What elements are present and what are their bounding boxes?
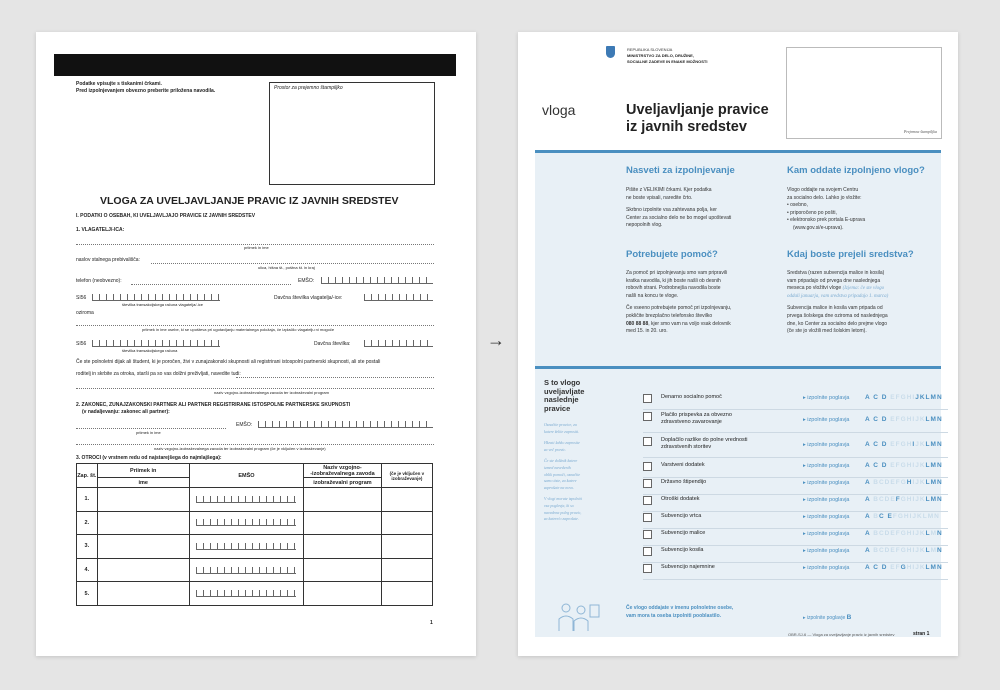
row-no-2: 2. xyxy=(77,511,98,535)
when-heading: Kdaj boste prejeli sredstva? xyxy=(787,249,914,260)
service-checkbox[interactable] xyxy=(643,462,652,471)
address-caption: ulica, hišna št., poštna št. in kraj xyxy=(258,265,315,270)
sisi-label-2: SI56 xyxy=(76,341,87,347)
service-row[interactable]: Plačilo prispevka za obvezno zdravstveno zavarovanje ▸ izpolnite poglavja A C D EFGHIJKLMN xyxy=(643,410,948,433)
account-boxes[interactable] xyxy=(92,294,220,301)
school-caption: naziv vzgojno-izobraževalnega zavoda ter izobraževalni program xyxy=(214,390,329,395)
title-line-2: iz javnih sredstev xyxy=(626,119,747,135)
row-no-5: 5. xyxy=(77,582,98,606)
emso-label: EMŠO: xyxy=(298,278,315,284)
chapter-letters: A BCDEFGHIJKLMN xyxy=(865,479,943,486)
service-checkbox[interactable] xyxy=(643,513,652,522)
stamp-label: Prejemna štampiljka xyxy=(903,129,937,134)
page-number: stran 1 xyxy=(913,631,930,637)
help-phone: 080 88 88 xyxy=(626,320,649,327)
chapter-letters: A C D EFGHIJKLMN xyxy=(865,462,943,469)
old-form-page xyxy=(36,32,476,656)
ministry-line-3: SOCIALNE ZADEVE IN ENAKE MOŽNOSTI xyxy=(627,59,708,64)
chapter-letters: A BCDEFGHIJKLMN xyxy=(865,530,943,537)
page-number: 1 xyxy=(430,620,433,626)
chapter-letters: A BCDEFGHIJKLMN xyxy=(865,547,943,554)
bottom-fill: ▸ izpolnite poglavje B xyxy=(803,614,852,621)
partner-heading: 2. ZAKONEC, ZUNAJZAKONSKI PARTNER ALI PARTNER REGISTRIRANE ISTOSPOLNE PARTNERSKE SKUPNOSTI xyxy=(76,402,351,408)
address-label: naslov stalnega prebivališča: xyxy=(76,257,140,263)
service-row[interactable]: Varstveni dodatek ▸ izpolnite poglavja A C D EFGHIJKLMN xyxy=(643,460,948,478)
new-form-page xyxy=(518,32,958,656)
coat-of-arms-icon xyxy=(606,46,615,58)
bottom-note: Če vlogo oddajate v imenu polnoletne osebe, vam mora ta oseba izpolniti pooblastilo. xyxy=(626,605,734,619)
service-row[interactable]: Subvencijo malice ▸ izpolnite poglavja A BCDEFGHIJKLMN xyxy=(643,528,948,546)
tax-boxes[interactable] xyxy=(364,294,433,301)
service-row[interactable]: Državno štipendijo ▸ izpolnite poglavja A BCDEFGHIJKLMN xyxy=(643,477,948,495)
intro-line-2: Pred izpolnjevanjem obvezno preberite priložena navodila. xyxy=(76,88,216,94)
col-school: Naziv vzgojno- -izobraževalnega zavoda xyxy=(304,464,382,478)
when-text: Sredstva (razen subvencija malice in kosila) vam pripadajo od prvega dne naslednjega meseca po vložitvi vloge (Izjema: če ste vlogo oddali januarja, vam sredstva pripadajo 1. marca) Subvencija malice in kosila vam pripada od prvega šolskega dne oziroma od naslednjega dne, ko Center za socialno delo prejme vlogo (če ste jo vložili med šolskim letom). xyxy=(787,270,889,335)
or-label: oziroma xyxy=(76,310,94,316)
service-checkbox[interactable] xyxy=(643,394,652,403)
black-header-bar xyxy=(54,54,456,76)
chapter-letters: A BC EFGHIJKLMN xyxy=(865,513,940,520)
guardian-caption: priimek in ime osebe, ki se upošteva pri ugotavljanju materialnega položaja, če izplačilo vlagatelju ni mogoče xyxy=(142,327,335,332)
children-table xyxy=(76,463,433,606)
service-row[interactable]: Doplačilo razlike do polne vrednosti zdravstvenih storitev ▸ izpolnite poglavja A C D EFGHIJKLMN xyxy=(643,435,948,458)
rights-panel xyxy=(535,366,941,637)
stamp-box xyxy=(786,47,942,139)
emso-boxes-2[interactable] xyxy=(258,421,433,428)
side-notes: Označite pravice, za katere želite zaprositi. Hkrati lahko zaprosite za več pravic. Če ste dolžnik katere izmed navedenih oblik pomoči, označite samo tiste, za katere zaprošate na novo. V vlogi morate izpolniti vsa poglavja, ki so navedena poleg pravic, za katere/o zaprošate. xyxy=(544,422,582,522)
ministry-line-2: MINISTRSTVO ZA DELO, DRUŽINE, xyxy=(627,53,694,58)
chapter-letters: A BCDEFGHIJKLMN xyxy=(865,496,943,503)
tips-text: Pišite z VELIKIMI črkami. Kjer podatka ne boste vpisali, naredite črto. Skrbno izpolnite vsa zahtevana polja, ker Center za socialno delo ne bo mogel upoštevati nepopolnih vlog. xyxy=(626,187,732,229)
service-checkbox[interactable] xyxy=(643,437,652,446)
footer-text: OBR-SJ-6 — Vloga za uveljavljanje pravic iz javnih sredstev xyxy=(788,632,895,637)
sisi-label: SI56 xyxy=(76,295,87,301)
row-no-3: 3. xyxy=(77,535,98,559)
phone-label: telefon (neobvezno): xyxy=(76,278,122,284)
chapter-letters: A C D EFGHIJKLMN xyxy=(865,394,943,401)
ministry-line-1: REPUBLIKA SLOVENIJA xyxy=(627,47,673,52)
partner-sub: (v nadaljevanju: zakonec ali partner): xyxy=(82,409,170,415)
col-program: izobraževalni program xyxy=(304,478,382,488)
side-heading: S to vlogo uveljavljate naslednje pravice xyxy=(544,378,585,413)
arrow-icon: → xyxy=(487,330,505,350)
col-no: Zap. št. xyxy=(77,464,98,488)
info-panel xyxy=(535,150,941,367)
partner-caption: naziv vzgojno-izobraževalnega zavoda ter izobraževalni program (če je vključen v izobraževanje) xyxy=(154,446,326,451)
vloga-label: vloga xyxy=(542,102,576,118)
chapter-letters: A C D EFGHIJKLMN xyxy=(865,564,943,571)
name-caption: priimek in ime xyxy=(244,245,269,250)
col-surname: Priimek in xyxy=(97,464,189,478)
col-emso: EMŠO xyxy=(189,464,303,488)
service-row[interactable]: Subvencijo kosila ▸ izpolnite poglavja A BCDEFGHIJKLMN xyxy=(643,545,948,563)
account-caption-2: številka transakcijskega računa xyxy=(122,348,178,353)
emso-boxes[interactable] xyxy=(321,277,433,284)
service-checkbox[interactable] xyxy=(643,564,652,573)
account-boxes-2[interactable] xyxy=(92,340,220,347)
section-1-heading: I. PODATKI O OSEBAH, KI UVELJAVLJAJO PRAVICE IZ JAVNIH SREDSTEV xyxy=(76,213,256,219)
student-text-1: Če ste polnoletni dijak ali študent, ki je poročen, živi v zunajzakonski skupnosti ali registrirani istospolni partnerski skupnosti, ali ste postali xyxy=(76,359,381,365)
service-checkbox[interactable] xyxy=(643,530,652,539)
intro-line-1: Podatke vpisujte s tiskanimi črkami. xyxy=(76,81,162,87)
service-checkbox[interactable] xyxy=(643,412,652,421)
account-caption: številka transakcijskega računa vlagatelja/-ice xyxy=(122,302,203,307)
chapter-letters: A C D EFGHIJKLMN xyxy=(865,441,943,448)
emso-label-2: EMŠO: xyxy=(236,422,253,428)
chapter-letters: A C D EFGHIJKLMN xyxy=(865,416,943,423)
service-row[interactable]: Subvencijo najemnine ▸ izpolnite poglavja A C D EFGHIJKLMN xyxy=(643,562,948,580)
service-row[interactable]: Denarno socialno pomoč ▸ izpolnite poglavja A C D EFGHIJKLMN xyxy=(643,392,948,410)
service-checkbox[interactable] xyxy=(643,496,652,505)
col-included: (če je vključen v izobraževanje) xyxy=(381,464,432,488)
service-checkbox[interactable] xyxy=(643,547,652,556)
form-title: VLOGA ZA UVELJAVLJANJE PRAVIC IZ JAVNIH SREDSTEV xyxy=(100,195,399,207)
where-text: Vlogo oddajte na svojem Centru za socialno delo. Lahko jo vložite: • osebno, • priporočeno po pošti, • elektronsko prek portala E-uprava (www.gov.si/e-uprava). xyxy=(787,187,866,231)
tax-boxes-2[interactable] xyxy=(364,340,433,347)
tax-label: Davčna številka vlagatelja/-ice: xyxy=(274,295,343,301)
help-heading: Potrebujete pomoč? xyxy=(626,249,718,260)
where-heading: Kam oddate izpolnjeno vlogo? xyxy=(787,165,925,176)
service-checkbox[interactable] xyxy=(643,479,652,488)
col-name: ime xyxy=(97,478,189,488)
service-row[interactable]: Subvencijo vrtca ▸ izpolnite poglavja A BC EFGHIJKLMN xyxy=(643,511,948,529)
tips-heading: Nasveti za izpolnjevanje xyxy=(626,165,735,176)
applicant-heading: 1. VLAGATELJ/-ICA: xyxy=(76,227,125,233)
row-no-4: 4. xyxy=(77,558,98,582)
stamp-label: Prostor za prejemno štampiljko xyxy=(274,85,343,91)
student-text-2: roditelj in skrbite za otroka, starši pa so vas dolžni preživljati, navedite tudi: xyxy=(76,371,241,377)
help-text: Za pomoč pri izpolnjevanju smo vam pripravili kratka navodila, ki jih boste našli ob desnih robovih strani. Podrobnejša navodila boste našli na koncu te vloge. Če vseeno potrebujete pomoč pri izpolnjevanju, pokličite brezplačno telefonsko številko 080 88 88, kjer smo vam na voljo vsak delovnik med 15. in 20. uro. xyxy=(626,270,732,335)
children-heading: 3. OTROCI (v vrstnem redu od najstarejšega do najmlajšega): xyxy=(76,455,222,461)
tax-label-2: Davčna številka: xyxy=(314,341,351,347)
people-illustration-icon xyxy=(557,601,601,631)
name-caption-2: priimek in ime xyxy=(136,430,161,435)
service-row[interactable]: Otroški dodatek ▸ izpolnite poglavja A BCDEFGHIJKLMN xyxy=(643,494,948,512)
row-no-1: 1. xyxy=(77,488,98,512)
stamp-box xyxy=(269,82,435,185)
title-line-1: Uveljavljanje pravice xyxy=(626,102,769,118)
